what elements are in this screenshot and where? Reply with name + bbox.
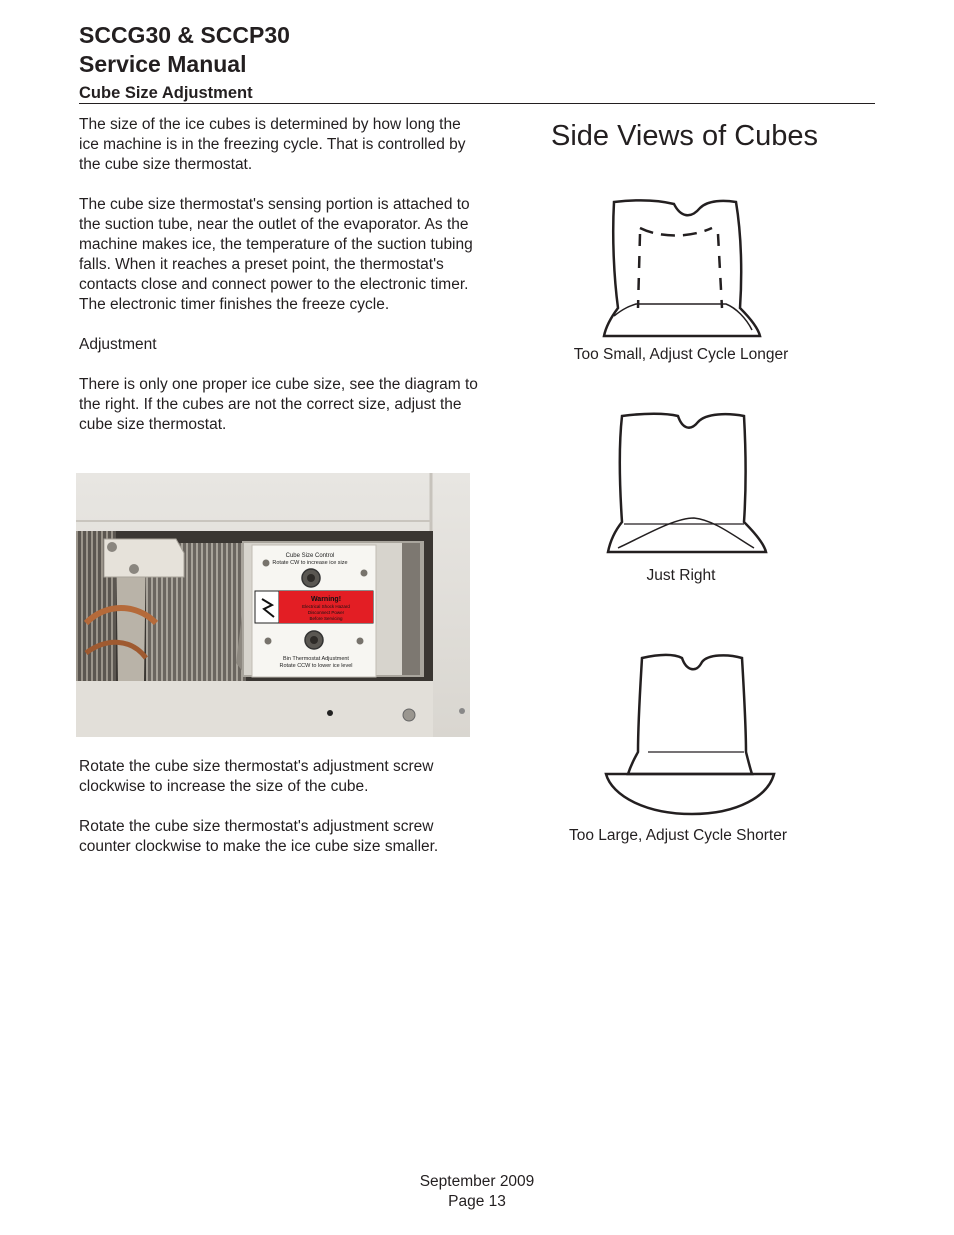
footer-page-number: Page 13 [448,1193,506,1210]
adjustment-text [79,757,479,877]
label-shock-hazard: Electrical Shock Hazard [302,604,350,609]
paragraph-freeze-cycle: The size of the ice cubes is determined by how long the ice machine is in the freezing cycle. That is controlled by the cube size thermostat. [79,116,466,173]
caption-too-large: Too Large, Adjust Cycle Shorter [569,827,787,844]
paragraph-adjustment-heading: Adjustment [79,336,157,353]
label-warning: Warning! [310,596,342,603]
thermostat-panel-photo [76,473,470,737]
paragraph-proper-size: There is only one proper ice cube size, see the diagram to the right. If the cubes are not the correct size, adjust the cube size thermostat. [79,376,478,433]
document-title [79,21,290,79]
section-title: Cube Size Adjustment [79,84,253,102]
intro-text [79,115,479,455]
header-rule [79,103,875,104]
caption-just-right: Just Right [646,567,716,584]
label-before-servicing: Before Servicing [309,616,343,621]
title-line-2: Service Manual [79,51,247,77]
paragraph-clockwise: Rotate the cube size thermostat's adjustment screw clockwise to increase the size of the cube. [79,758,434,795]
cube-too-small-diagram [600,198,765,340]
footer-date: September 2009 [419,1173,535,1190]
caption-too-small: Too Small, Adjust Cycle Longer [573,346,789,363]
page-footer [377,1172,577,1212]
cube-views-heading: Side Views of Cubes [551,120,819,152]
label-rotate-cw: Rotate CW to increase ice size [272,560,348,566]
label-cube-size-control: Cube Size Control [285,553,335,559]
label-disconnect: Disconnect Power [307,610,345,615]
cube-just-right-diagram [604,412,770,558]
paragraph-thermostat: The cube size thermostat's sensing portion is attached to the suction tube, near the outlet of the evaporator. As the machine makes ice, the temperature of the suction tubing falls. When it reaches a preset point, the thermostat's contacts close and connect power to the electronic timer. The electronic timer finishes the freeze cycle. [79,196,473,313]
title-line-1: SCCG30 & SCCP30 [79,22,290,48]
cube-too-large-diagram [598,652,782,818]
paragraph-counter-clockwise: Rotate the cube size thermostat's adjustment screw counter clockwise to make the ice cube size smaller. [79,818,439,855]
label-rotate-ccw: Rotate CCW to lower ice level [279,663,353,669]
label-bin-thermostat: Bin Thermostat Adjustment [283,656,349,662]
